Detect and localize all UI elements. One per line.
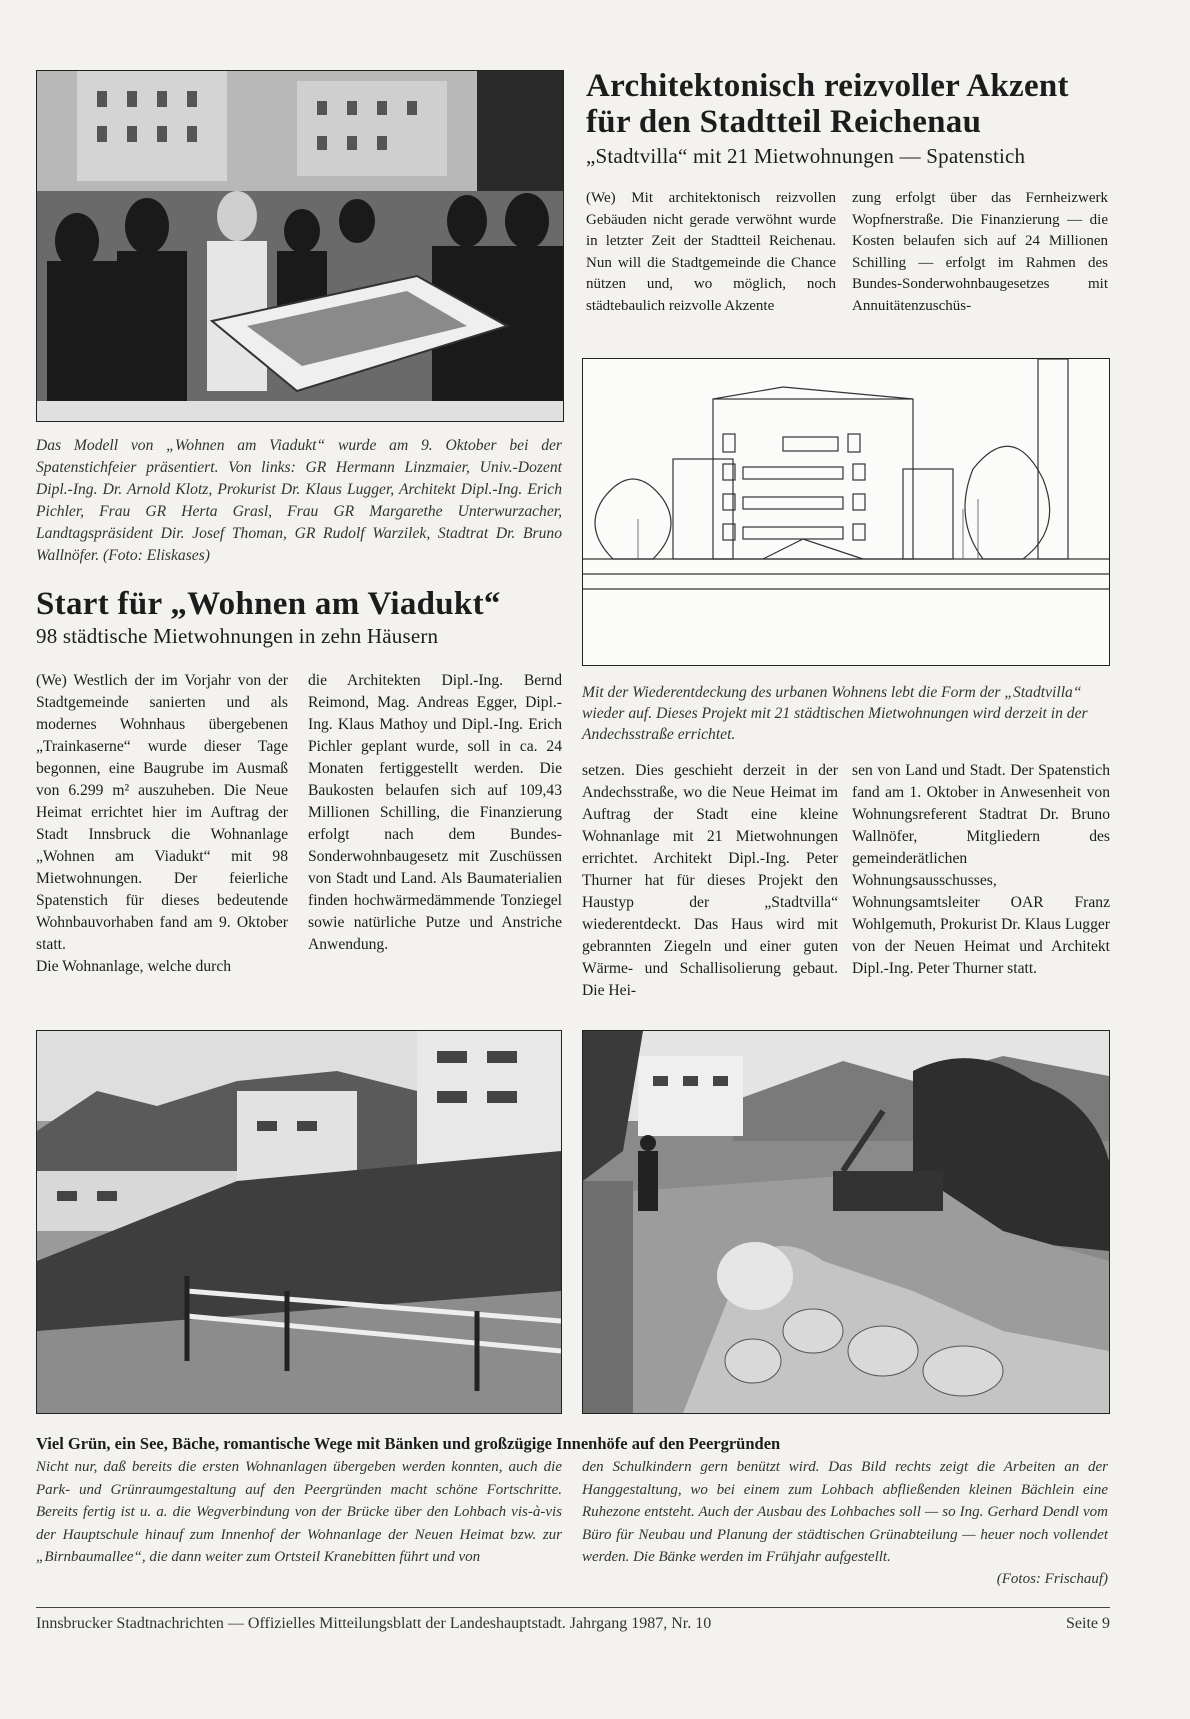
- photo-housing-slope: [36, 1030, 562, 1414]
- reichenau-column-1: (We) Mit architektonisch reizvollen Gebäuden nicht gerade verwöhnt wurde in letzter Zeit der Stadtteil Reichenau. Nun will die Stadtgemeinde die Chance nützen und, wo möglich, noch städtebaulich reizvolle Akzente: [586, 190, 836, 314]
- photo-caption-model: Das Modell von „Wohnen am Viadukt“ wurde am 9. Oktober bei der Spatenstichfeier präsentiert. Von links: GR Hermann Linzmaier, Univ.-Dozent Dipl.-Ing. Dr. Arnold Klotz, Prokurist Dr. Klaus Lugger, Architekt Dipl.-Ing. Erich Pichler, Frau GR Herta Grasl, Frau GR Margarethe Unterwurzacher, Landtagspräsident Dir. Josef Thoman, GR Rudolf Warzilek, Stadtrat Dr. Bruno Wallnöfer. (Foto: Eliskases): [36, 437, 562, 564]
- footer-page-number: Seite 9: [1066, 1615, 1110, 1632]
- footer-publication: Innsbrucker Stadtnachrichten — Offizielles Mitteilungsblatt der Landeshauptstadt. Jahrgang 1987, Nr. 10: [36, 1615, 712, 1632]
- headline-reichenau: Architektonisch reizvoller Akzent für den Stadtteil Reichenau: [586, 68, 1069, 140]
- photo-credit: (Fotos: Frischauf): [996, 1571, 1108, 1587]
- subheadline-reichenau: „Stadtvilla“ mit 21 Mietwohnungen — Spatenstich: [586, 144, 1026, 168]
- architectural-drawing-stadtvilla: [582, 358, 1110, 666]
- viadukt-column-2: die Architekten Dipl.-Ing. Bernd Reimond, Mag. Andreas Egger, Dipl.-Ing. Klaus Mathoy und Dipl.-Ing. Erich Pichler geplant wurde, soll in ca. 24 Monaten fertiggestellt werden. Die Baukosten belaufen sich auf 109,43 Millionen Schilling, die Finanzierung erfolgt nach dem Bundes-Sonderwohnbaugesetz mit Zuschüssen von Stadt und Land. Als Baumaterialien finden hochwärmedämmende Tonziegel sowie natürliche Putze und Anstriche Anwendung.: [308, 672, 562, 953]
- subheadline-viadukt: 98 städtische Mietwohnungen in zehn Häusern: [36, 624, 439, 648]
- headline-viadukt: Start für „Wohnen am Viadukt“: [36, 586, 501, 622]
- footer-rule: [36, 1607, 1110, 1608]
- reichenau-column-3: setzen. Dies geschieht derzeit in der Andechsstraße, wo die Neue Heimat im Auftrag der Stadt eine kleine Wohnanlage mit 21 Mietwohnungen errichtet. Architekt Dipl.-Ing. Peter Thurner hat für dieses Projekt den Haustyp der „Stadtvilla“ wiederentdeckt. Das Haus wird mit gebrannten Ziegeln und einer guten Wärme- und Schallisolierung gebaut. Die Hei-: [582, 762, 838, 999]
- reichenau-column-2: zung erfolgt über das Fernheizwerk Wopfnerstraße. Die Finanzierung — die Kosten belaufen sich auf 24 Millionen Schilling — erfolgt im Rahmen des Bundes-Sonderwohnbaugesetzes mit Annuitätenzuschüs-: [852, 190, 1108, 314]
- reichenau-column-4: sen von Land und Stadt. Der Spatenstich fand am 1. Oktober in Anwesenheit von Wohnungsreferent Stadtrat Dr. Bruno Wallnöfer, Mitgliedern des gemeinderätlichen Wohnungsausschusses, Wohnungsamtsleiter OAR Franz Wohlgemuth, Prokurist Dr. Klaus Lugger von der Neuen Heimat und Architekt Dipl.-Ing. Peter Thurner statt.: [852, 762, 1110, 977]
- bottom-caption-right: den Schulkindern gern benützt wird. Das Bild rechts zeigt die Arbeiten an der Hanggestaltung, wo bei einem zum Lohbach abfließenden kleinen Bächlein eine Ruhezone entsteht. Auch der Ausbau des Lohbaches soll — so Ing. Gerhard Dendl vom Büro für Neubau und Planung der städtischen Grünabteilung — heuer noch vollendet werden. Die Bänke werden im Frühjahr aufgestellt.: [582, 1459, 1108, 1565]
- photo-model-presentation: [36, 70, 564, 422]
- bottom-caption-left: Nicht nur, daß bereits die ersten Wohnanlagen übergeben werden konnten, auch die Park- und Grünraumgestaltung auf den Peergründen macht schöne Fortschritte. Bereits fertig ist u. a. die Wegverbindung von der Brücke über den Lohbach vis-à-vis der Hauptschule hinauf zum Innenhof der Wohnanlage der Neuen Heimat bzw. zur „Birnbaumallee“, die dann weiter zum Ortsteil Kranebitten führt und von: [36, 1459, 562, 1565]
- photo-slope-works: [582, 1030, 1110, 1414]
- drawing-caption: Mit der Wiederentdeckung des urbanen Wohnens lebt die Form der „Stadtvilla“ wieder auf. Dieses Projekt mit 21 städtischen Mietwohnungen wird derzeit in der Andechsstraße errichtet.: [582, 684, 1088, 743]
- viadukt-column-1: (We) Westlich der im Vorjahr von der Stadtgemeinde sanierten und als modernes Wohnhaus übergebenen „Trainkaserne“ wurde dieser Tage begonnen, eine Baugrube im Ausmaß von 6.299 m² auszuheben. Die Neue Heimat errichtet hier im Auftrag der Stadt Innsbruck die Wohnanlage „Wohnen am Viadukt“ mit 98 Mietwohnungen. Der feierliche Spatenstich für dieses bedeutende Wohnbauvorhaben fand am 9. Oktober statt.: [36, 672, 288, 953]
- bottom-caption-title: Viel Grün, ein See, Bäche, romantische Wege mit Bänken und großzügige Innenhöfe auf den Peergründen: [36, 1434, 781, 1453]
- viadukt-column-1-last: Die Wohnanlage, welche durch: [36, 958, 232, 975]
